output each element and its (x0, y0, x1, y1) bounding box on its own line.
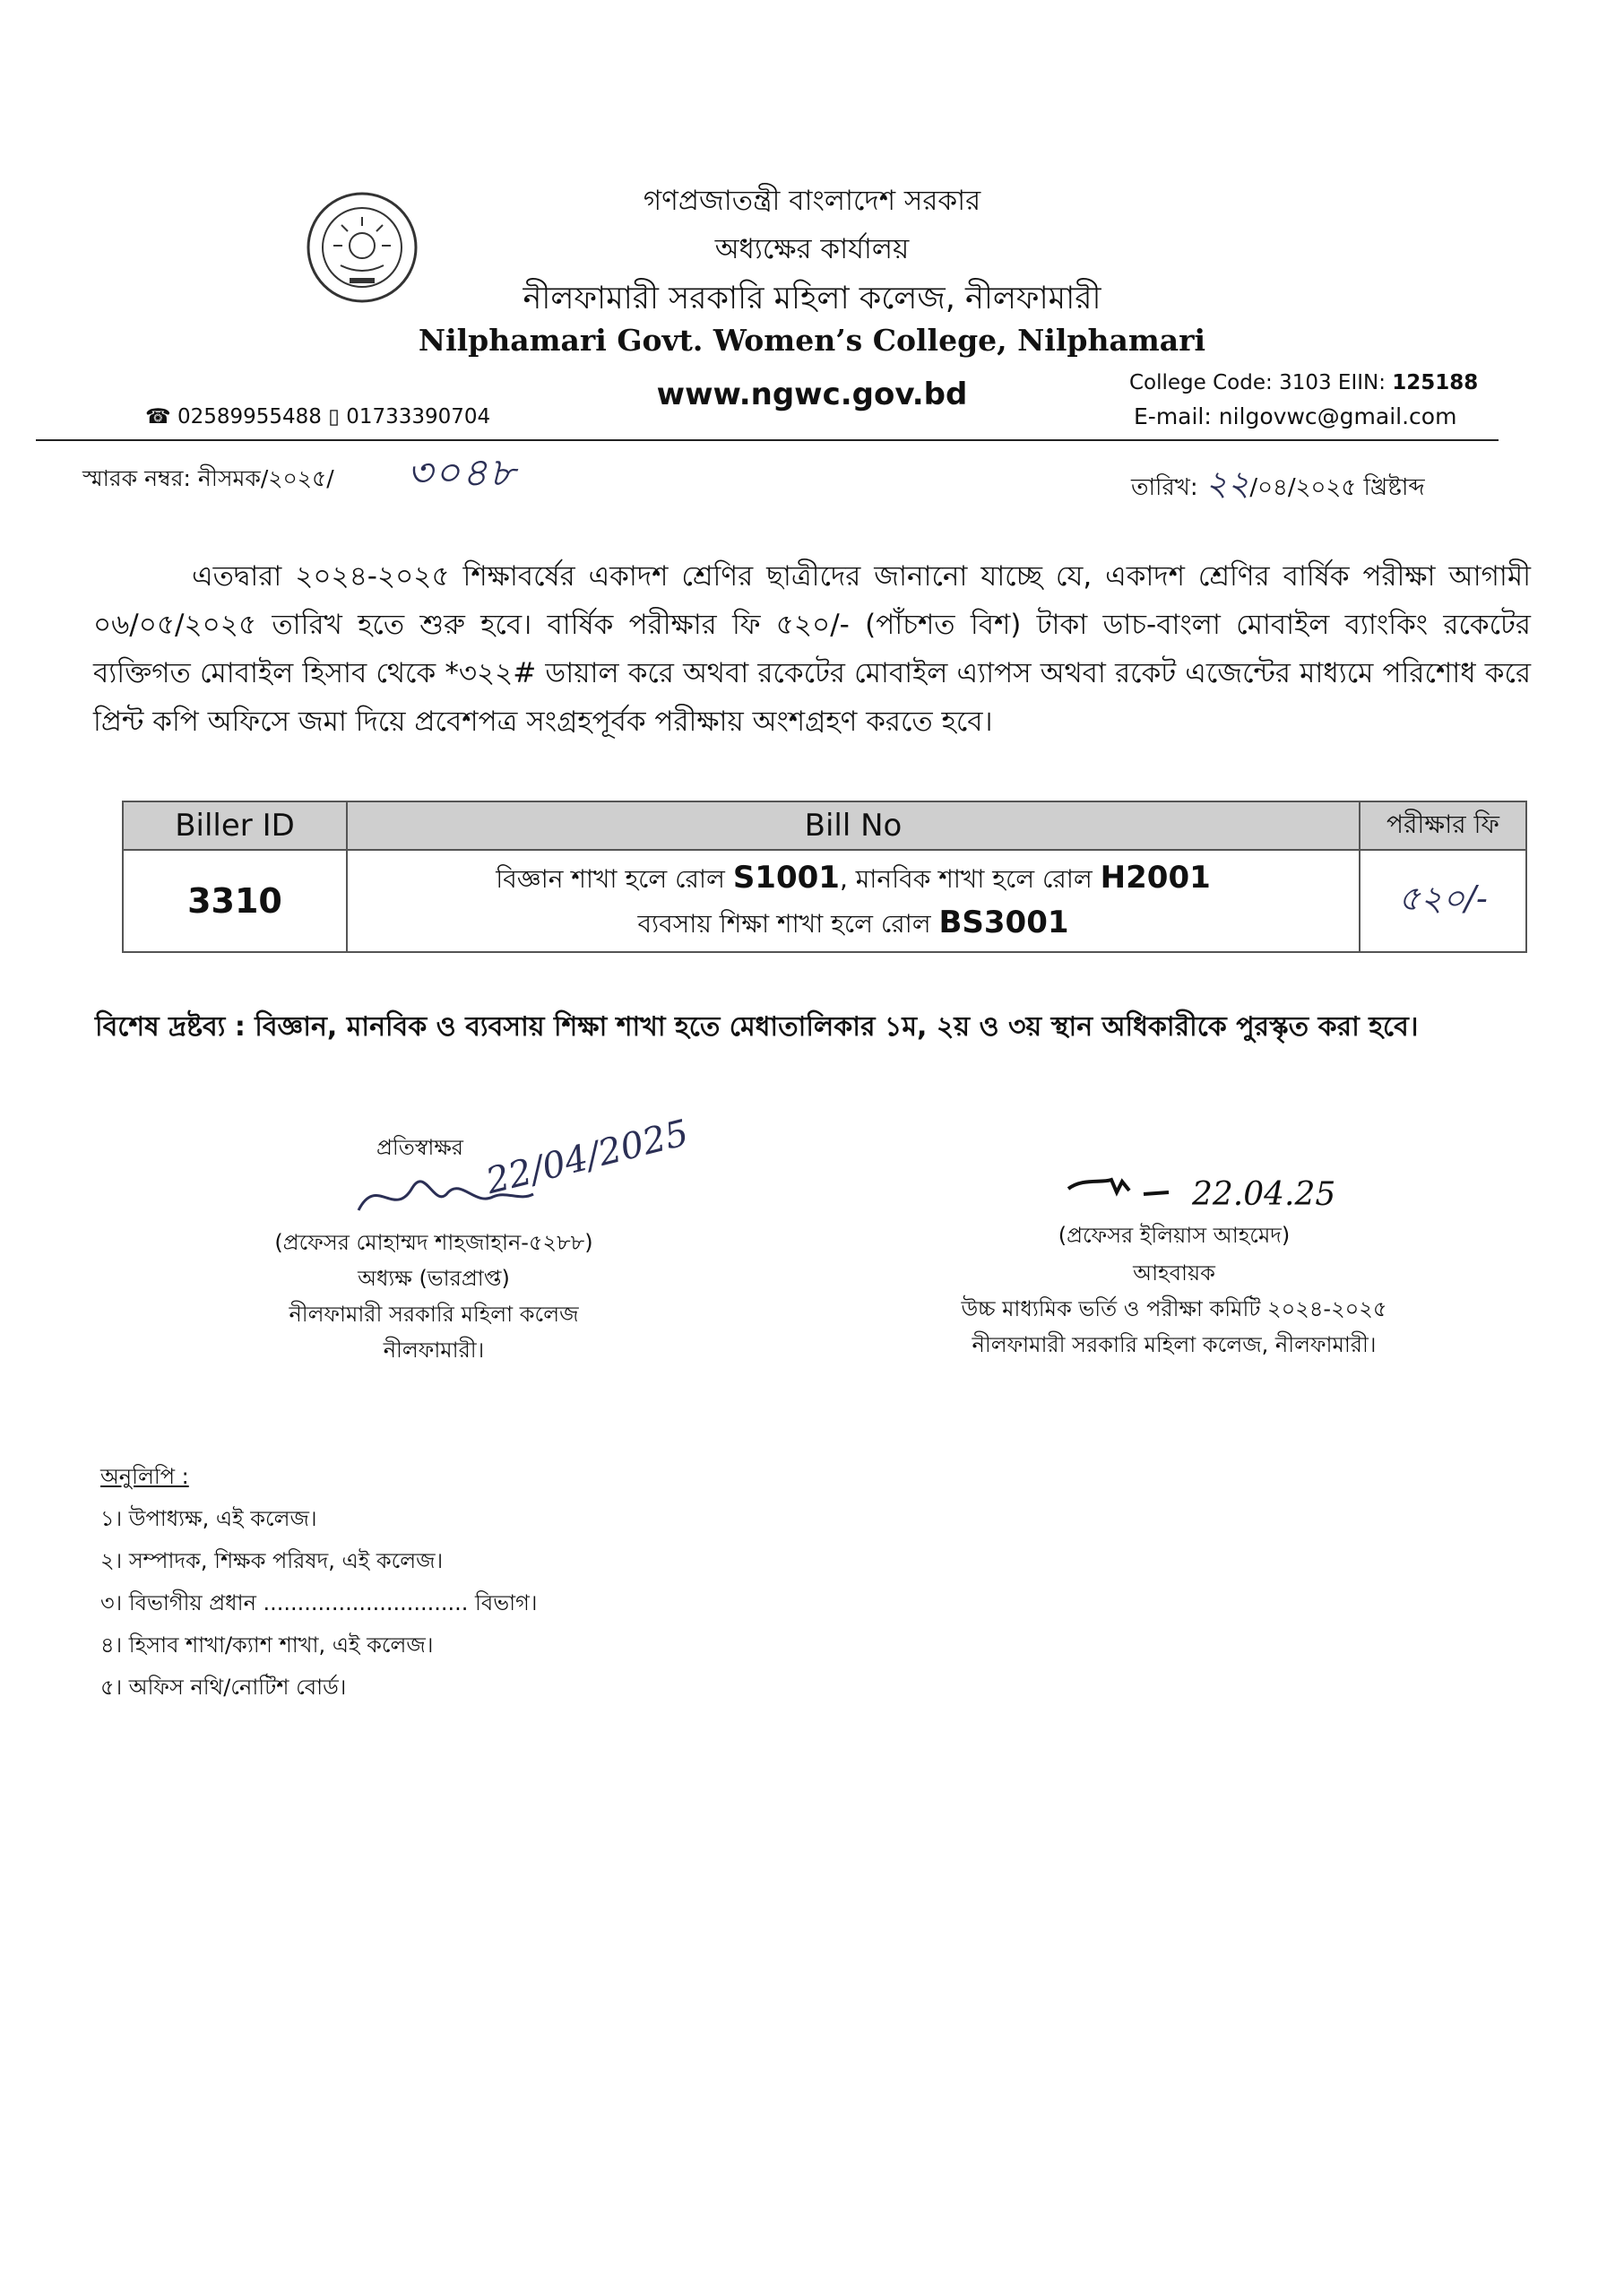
special-note: বিশেষ দ্রষ্টব্য : বিজ্ঞান, মানবিক ও ব্যবসায় শিক্ষা শাখা হতে মেধাতালিকার ১ম, ২য় ও ৩য় স্থান অধিকারীকে পুরস্কৃত করা হবে। (95, 1011, 1419, 1043)
signatory-left-place: নীলফামারী। (383, 1338, 485, 1363)
memo-date (1131, 457, 1425, 515)
list-item: ২। সম্পাদক, শিক্ষক পরিষদ, এই কলেজ। (100, 1548, 444, 1573)
biller-id-value: 3310 (123, 850, 347, 952)
header-fee: পরীক্ষার ফি (1360, 801, 1526, 850)
bill-line-2: ব্যবসায় শিক্ষা শাখা হলে রোল BS3001 (637, 905, 1069, 940)
signatory-left-name: (প্রফেসর মোহাম্মদ শাহজাহান-৫২৮৮) (274, 1230, 593, 1255)
memo-number-handwritten: ৩০৪৮ (407, 450, 517, 496)
table-header-row (123, 801, 1526, 850)
signature-right (1065, 1171, 1172, 1207)
date-label: তারিখ: (1131, 474, 1205, 501)
fee-value: ৫২০/- (1360, 850, 1526, 952)
header-bill-no: Bill No (347, 801, 1360, 850)
list-item: ৫। অফিস নথি/নোটিশ বোর্ড। (100, 1675, 347, 1700)
list-item: ১। উপাধ্যক্ষ, এই কলেজ। (100, 1506, 317, 1531)
header-office: অধ্যক্ষের কার্যালয় (714, 233, 910, 265)
college-code (1129, 371, 1478, 394)
signatory-right-name: (প্রফেসর ইলিয়াস আহমেদ) (1058, 1223, 1291, 1248)
bill-line-1: বিজ্ঞান শাখা হলে রোল S1001, মানবিক শাখা হলে রোল H2001 (496, 860, 1211, 896)
signatory-left-org: নীলফামারী সরকারি মহিলা কলেজ (289, 1302, 579, 1327)
notice-body: এতদ্বারা ২০২৪-২০২৫ শিক্ষাবর্ষের একাদশ শ্রেণির ছাত্রীদের জানানো যাচ্ছে যে, একাদশ শ্রেণির বার্ষিক পরীক্ষা আগামী ০৬/০৫/২০২৫ তারিখ হতে শুরু হবে। বার্ষিক পরীক্ষার ফি ৫২০/- (পাঁচশত বিশ) টাকা ডাচ-বাংলা মোবাইল ব্যাংকিং রকেটের ব্যক্তিগত মোবাইল হিসাব থেকে *৩২২# ডায়াল করে অথবা রকেটের মোবাইল এ্যাপস অথবা রকেট এজেন্টের মাধ্যমে পরিশোধ করে প্রিন্ট কপি অফিসে জমা দিয়ে প্রবেশপত্র সংগ্রহপূর্বক পরীক্ষায় অংশগ্রহণ করতে হবে। (93, 560, 1531, 738)
eiin-number: 125188 (1392, 371, 1479, 394)
signature-left-date: 22/04/2025 (481, 1112, 693, 1203)
memo-number: স্মারক নম্বর: নীসমক/২০২৫/ (82, 465, 334, 491)
list-item: ৩। বিভাগীয় প্রধান .............................. বিভাগ। (100, 1590, 538, 1615)
website-link[interactable]: www.ngwc.gov.bd (656, 377, 968, 412)
list-item: ৪। হিসাব শাখা/ক্যাশ শাখা, এই কলেজ। (100, 1632, 434, 1658)
table-row (123, 850, 1526, 952)
date-handwritten: ২২ (1205, 463, 1250, 503)
header-college-en: Nilphamari Govt. Women’s College, Nilphamari (418, 323, 1206, 358)
countersign-label: প্রতিস্বাক্ষর (376, 1135, 463, 1160)
signatory-right-title: আহবায়ক (1133, 1260, 1215, 1286)
email-label: E-mail: (1134, 403, 1219, 429)
date-rest: /০৪/২০২৫ খ্রিষ্টাব্দ (1249, 474, 1425, 501)
header-divider (36, 439, 1499, 441)
email-address[interactable]: nilgovwc@gmail.com (1218, 403, 1457, 429)
college-code-label: College Code: 3103 EIIN: (1129, 371, 1393, 394)
header-govt: গণপ্রজাতন্ত্রী বাংলাদেশ সরকার (643, 185, 981, 217)
signatory-right-org: নীলফামারী সরকারি মহিলা কলেজ, নীলফামারী। (972, 1332, 1377, 1357)
copy-list (100, 1456, 537, 1709)
copy-title: অনুলিপি : (100, 1464, 189, 1489)
payment-table (122, 801, 1527, 953)
signature-right-date: 22.04.25 (1192, 1176, 1336, 1213)
signatory-left-title: অধ্যক্ষ (ভারপ্রাপ্ত) (358, 1266, 510, 1291)
email-line (1134, 403, 1456, 429)
signatory-right-committee: উচ্চ মাধ্যমিক ভর্তি ও পরীক্ষা কমিটি ২০২৪-২০২৫ (961, 1296, 1387, 1321)
bill-no-value (347, 850, 1360, 952)
header-college-bn: নীলফামারী সরকারি মহিলা কলেজ, নীলফামারী (523, 281, 1101, 316)
phone-numbers: ☎ 02589955488 ▯ 01733390704 (145, 405, 491, 429)
header-biller-id: Biller ID (123, 801, 347, 850)
